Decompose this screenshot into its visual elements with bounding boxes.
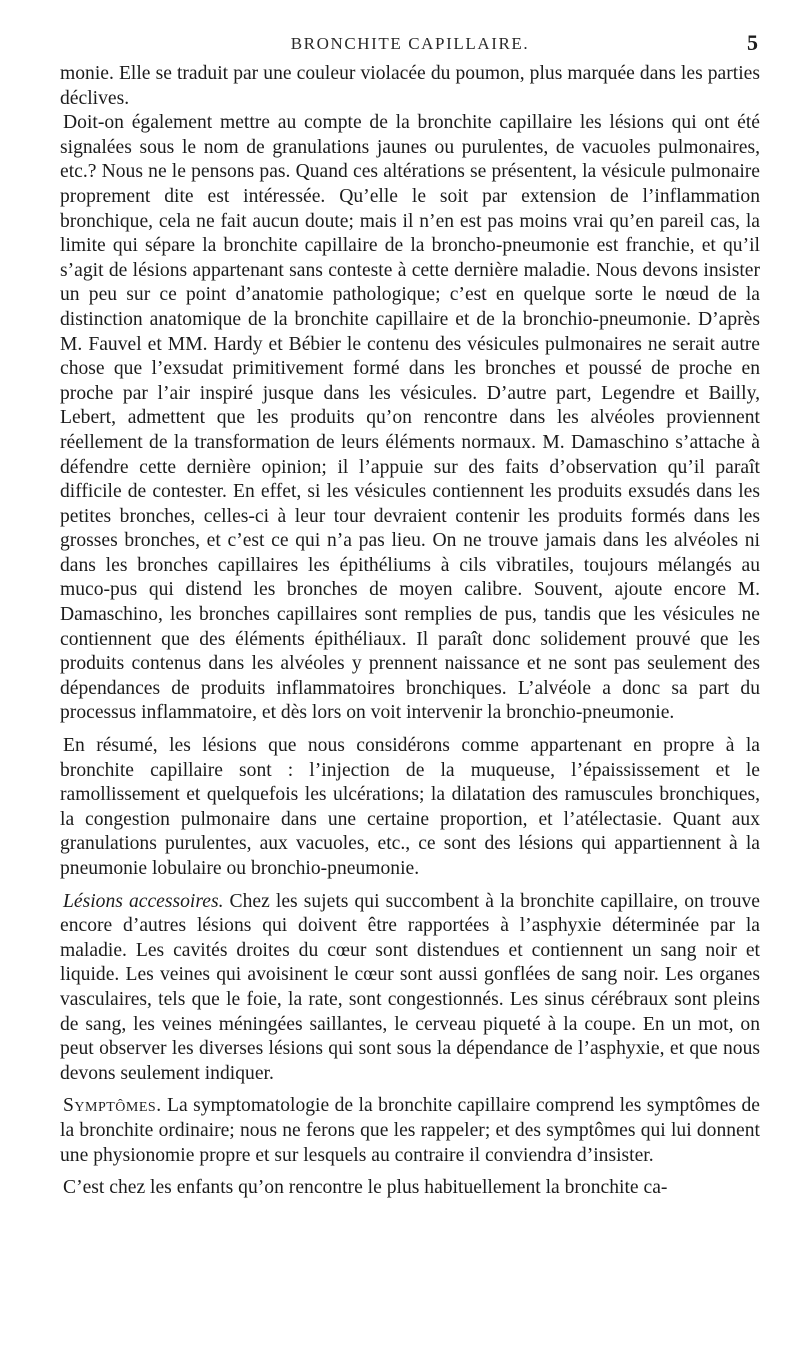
paragraph-resume — [60, 734, 760, 882]
paragraph-lead: Lésions accessoires. — [63, 890, 224, 912]
paragraph-lesions-accessoires — [60, 890, 760, 1087]
paragraph-text: monie. Elle se traduit par une couleur violacée du poumon, plus marquée dans les parties déclives. — [60, 63, 760, 109]
paragraph-text: En résumé, les lésions que nous considérons comme appartenant en propre à la bronchite capillaire sont : l’injection de la muqueuse, l’épaississement et le ramollissement et quelquefois les ulcérations; la dilatation des ramuscules bronchiques, la congestion pulmonaire dans une certaine proportion, et l’atélectasie. Quant aux granulations purulentes, aux vacuoles, etc., ce sont des lésions qui appartiennent à la pneumonie lobulaire ou bronchio-pneumonie. — [60, 735, 760, 879]
paragraph-lead: Symptômes. — [63, 1095, 162, 1117]
body-text — [60, 62, 760, 1201]
paragraph-text: Doit-on également mettre au compte de la bronchite capillaire les lésions qui ont été signalées sous le nom de granulations jaunes ou purulentes, de vacuoles pulmonaires, etc.? Nous ne le pensons pas. Quand ces altérations se présentent, la vésicule pulmonaire proprement dite est intéressée. Qu’elle le soit par extension de l’inflammation bronchique, cela ne fait aucun doute; mais il n’en est pas moins vrai qu’en pareil cas, la limite qui sépare la bronchite capillaire de la broncho-pneumonie est franchie, et qu’il s’agit de lésions appartenant sans conteste à cette dernière maladie. Nous devons insister un peu sur ce point d’anatomie pathologique; c’est en quelque sorte le nœud de la distinction anatomique de la bronchite capillaire et de la bronchio-pneumonie. D’après M. Fauvel et MM. Hardy et Bébier le contenu des vésicules pulmonaires ne serait autre chose que l’exsudat primitivement formé dans les bronches et poussé de proche en proche par l’air inspiré jusque dans les vésicules. D’autre part, Legendre et Bailly, Lebert, admettent que les produits qu’on rencontre dans les alvéoles proviennent réellement de la transformation de leurs éléments normaux. M. Damaschino s’attache à défendre cette dernière opinion; il l’appuie sur des faits d’observation qu’il paraît difficile de contester. En effet, si les vésicules contiennent les produits exsudés dans les petites bronches, celles-ci à leur tour devraient contenir les produits formés dans les grosses bronches, et c’est ce qui n’a pas lieu. On ne trouve jamais dans les alvéoles ni dans les bronches capillaires les épithéliums à cils vibratiles, toujours mélangés au muco-pus qui distend les bronches de moyen calibre. Souvent, ajoute encore M. Damaschino, les bronches capillaires sont remplies de pus, tandis que les vésicules ne contiennent que des éléments épithéliaux. Il paraît donc solidement prouvé que les produits contenus dans les alvéoles y prennent naissance et ne sont pas seulement des dépendances de produits inflammatoires bronchiques. L’alvéole a donc sa part du processus inflammatoire, et dès lors on voit intervenir la bronchio-pneumonie. — [60, 112, 760, 724]
paragraph-symptomes — [60, 1094, 760, 1168]
paragraph-enfants — [60, 1176, 760, 1201]
book-page — [60, 28, 760, 1201]
page-number: 5 — [747, 30, 758, 55]
paragraph-continuation — [60, 62, 760, 111]
running-header — [60, 28, 760, 62]
paragraph-text: C’est chez les enfants qu’on rencontre le plus habituellement la bronchite ca- — [63, 1177, 668, 1199]
paragraph-anatomie — [60, 111, 760, 726]
paragraph-text: La symptomatologie de la bronchite capillaire comprend les symptômes de la bronchite ordinaire; nous ne ferons que les rappeler; et des symptômes qui lui donnent une physionomie propre et sur lesquels au contraire il conviendra d’insister. — [60, 1095, 760, 1166]
paragraph-text: Chez les sujets qui succombent à la bronchite capillaire, on trouve encore d’autres lésions qui doivent être rapportées à l’asphyxie déterminée par la maladie. Les cavités droites du cœur sont distendues et contiennent un sang noir et liquide. Les veines qui avoisinent le cœur sont aussi gonflées de sang noir. Les organes vasculaires, tels que le foie, la rate, sont congestionnés. Les sinus cérébraux sont pleins de sang, les veines méningées saillantes, le cerveau piqueté à la coupe. En un mot, on peut observer les diverses lésions qui sont sous la dépendance de l’asphyxie, et que nous devons seulement indiquer. — [60, 890, 760, 1084]
running-title: BRONCHITE CAPILLAIRE. — [290, 34, 530, 53]
